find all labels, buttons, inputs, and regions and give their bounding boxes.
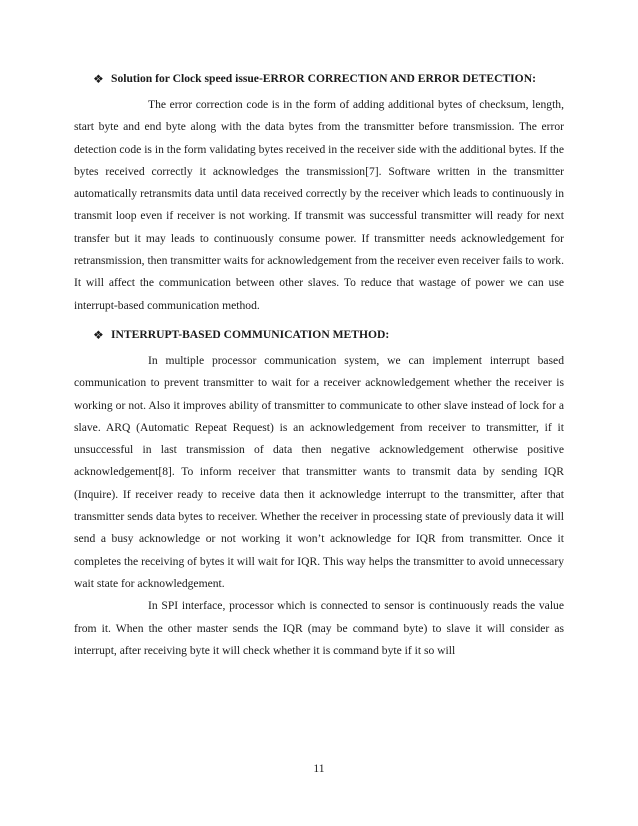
- section-heading-error-correction: [74, 66, 564, 92]
- page-number: 11: [313, 762, 325, 775]
- diamond-bullet-icon: ❖: [93, 72, 104, 86]
- section-heading-interrupt-based: [74, 322, 564, 348]
- paragraph-error-correction: The error correction code is in the form of adding additional bytes of checksum, length, start byte and end byte along with the data bytes from the transmitter before transmission. The error detection code is in the form validating bytes received in the receiver side with the additional bytes. If the bytes received correctly it acknowledges the transmission[7]. Software written in the transmitter automatically retransmits data until data received correctly by the receiver which leads to continuously in transmit loop even if receiver is not working. If transmit was successful transmitter will ready for next transfer but it may leads to continuously consume power. If transmitter needs acknowledgement for retransmission, then transmitter waits for acknowledgement from the receiver even receiver fails to work. It will affect the communication between other slaves. To reduce that wastage of power we can use interrupt-based communication method.: [74, 98, 564, 312]
- diamond-bullet-icon: ❖: [93, 327, 104, 342]
- section-heading-text: Solution for Clock speed issue-ERROR CORRECTION AND ERROR DETECTION:: [111, 72, 536, 85]
- document-page: [74, 66, 564, 662]
- paragraph-spi-interface: In SPI interface, processor which is connected to sensor is continuously reads the value from it. When the other master sends the IQR (may be command byte) to slave it will consider as interrupt, after receiving byte it will check whether it is command byte if it so will: [74, 599, 564, 657]
- paragraph-interrupt-based: In multiple processor communication system, we can implement interrupt based communication to prevent transmitter to wait for a receiver acknowledgement whether the receiver is working or not. Also it improves ability of transmitter to communicate to other slave instead of lock for a slave. ARQ (Automatic Repeat Request) is an acknowledgement from receiver to transmitter, if it unsuccessful in last transmission of data then negative acknowledgement otherwise positive acknowledgement[8]. To inform receiver that transmitter wants to transmit data by sending IQR (Inquire). If receiver ready to receive data then it acknowledge interrupt to the transmitter, after that transmitter sends data bytes to receiver. Whether the receiver in processing state of previously data it will send a busy acknowledge or not working it won’t acknowledge for IQR from transmitter. Once it completes the receiving of bytes it will wait for IQR. This way helps the transmitter to avoid unnecessary wait state for acknowledgement.: [74, 353, 564, 590]
- section-heading-text: INTERRUPT-BASED COMMUNICATION METHOD:: [111, 327, 390, 341]
